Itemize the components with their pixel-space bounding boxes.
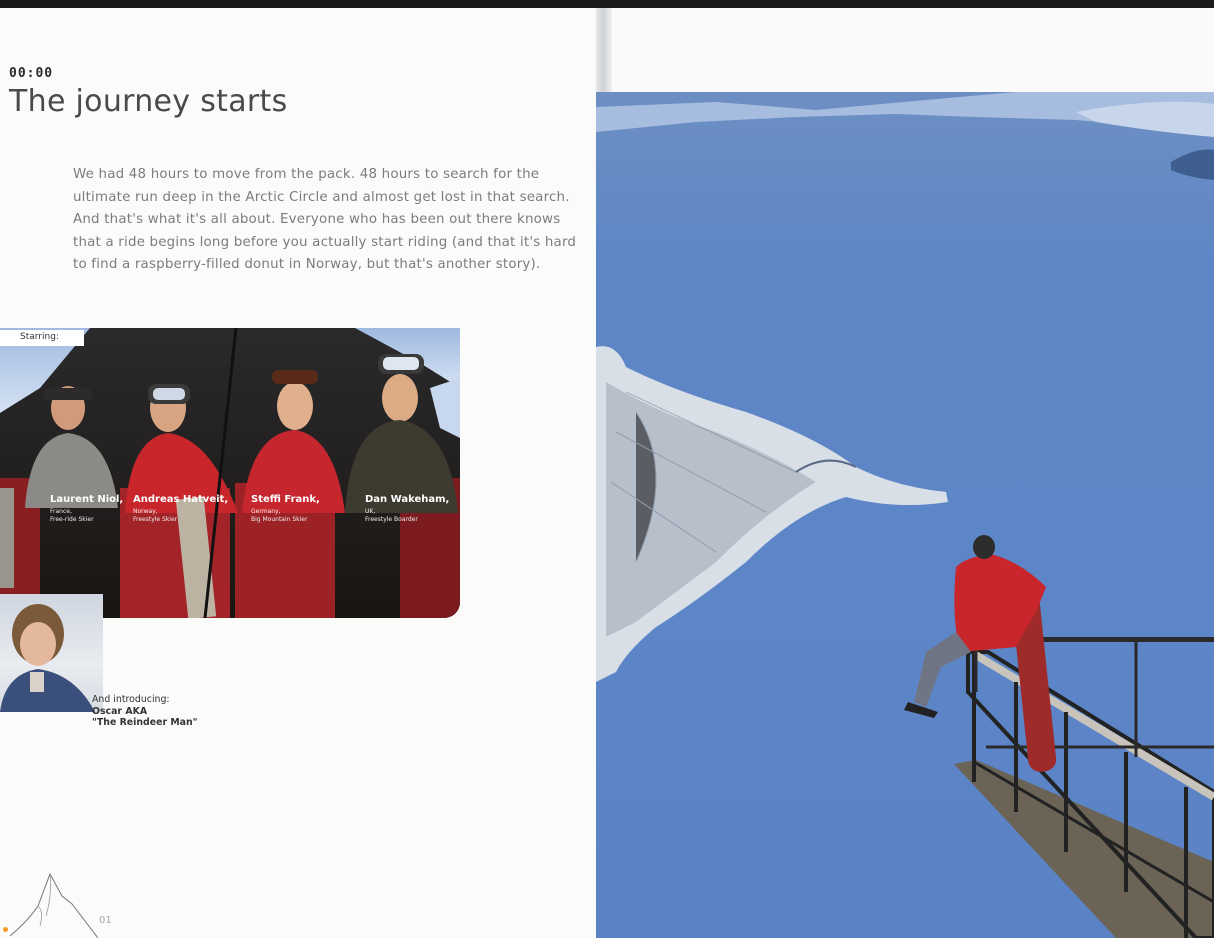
cast-photo — [0, 328, 460, 618]
aerial-photo — [596, 92, 1214, 938]
cast-role: Freestyle Boarder — [365, 516, 418, 523]
accent-dot — [3, 927, 8, 932]
introducing-alias: "The Reindeer Man" — [92, 717, 198, 728]
page-title: The journey starts — [9, 84, 288, 119]
cast-country: France, — [50, 508, 72, 515]
cast-role: Free-ride Skier — [50, 516, 94, 523]
cast-country: Norway, — [133, 508, 158, 515]
cast-name: Laurent Niol, — [50, 494, 124, 505]
intro-paragraph: We had 48 hours to move from the pack. 48 hours to search for the ultimate run deep in the Arctic Circle and almost get lost in that search. And that's what it's all about. Everyone who has been out there knows that a ride begins long before you actually start riding (and that it's hard to find a raspberry-filled donut in Norway, but that's another story). — [73, 167, 577, 272]
mountain-sketch-icon — [10, 866, 100, 938]
cast-name: Andreas Hatveit, — [133, 494, 229, 505]
cast-country: UK, — [365, 508, 376, 515]
cast-name: Dan Wakeham, — [365, 494, 450, 505]
introducing-caption — [92, 694, 198, 729]
introducing-line: And introducing: — [92, 694, 170, 705]
cast-country: Germany, — [251, 508, 281, 515]
cast-role: Big Mountain Skier — [251, 516, 308, 523]
cast-name: Steffi Frank, — [251, 494, 320, 505]
oscar-photo — [0, 594, 103, 712]
page-number: 01 — [99, 915, 112, 926]
starring-label: Starring: — [0, 330, 84, 346]
cast-role: Freestyle Skier — [133, 516, 178, 523]
timecode: 00:00 — [9, 66, 54, 81]
introducing-name: Oscar AKA — [92, 705, 148, 717]
